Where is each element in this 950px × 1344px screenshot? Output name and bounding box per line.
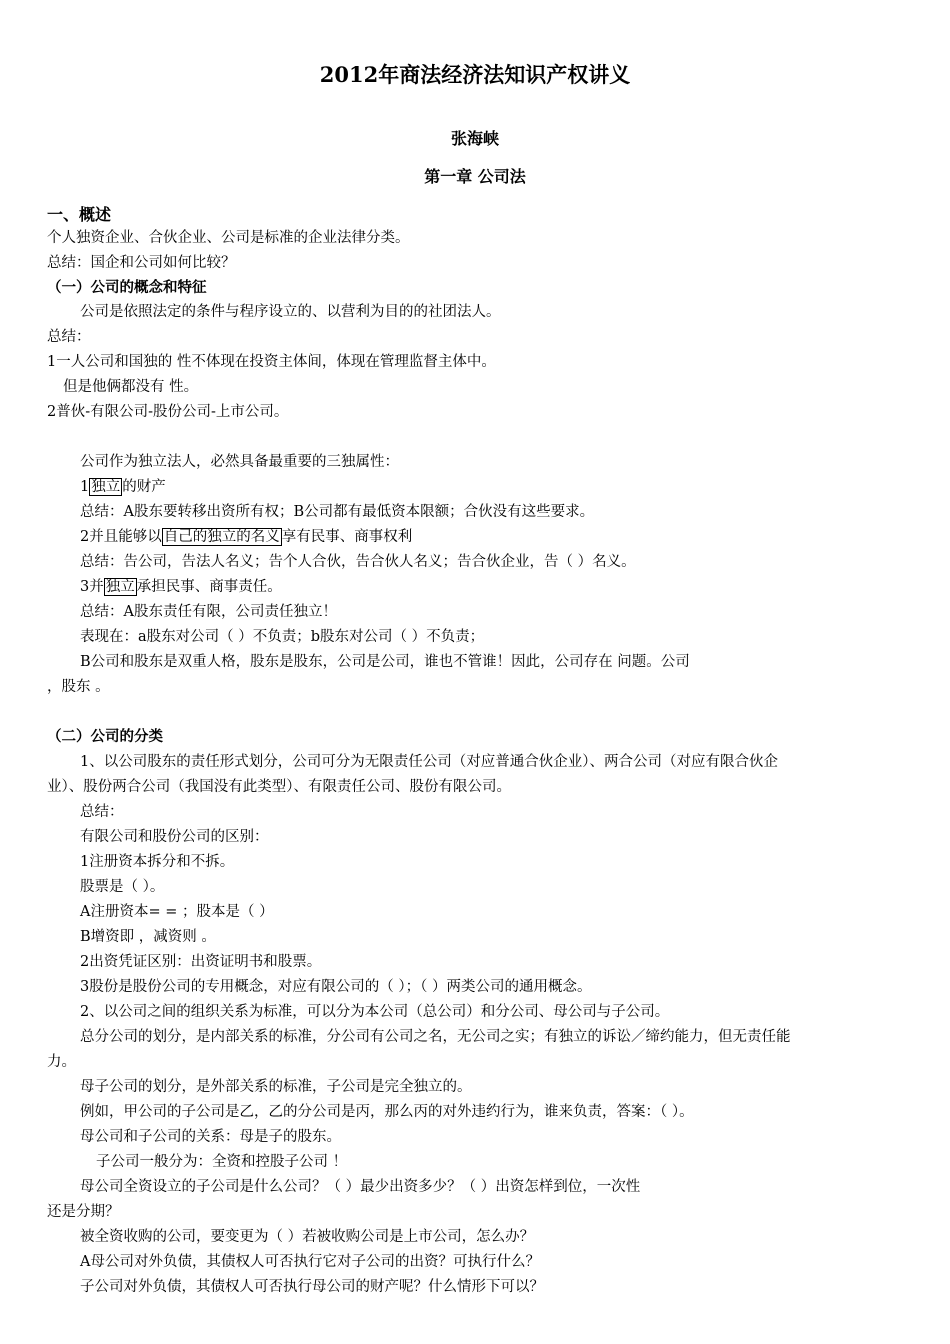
text-line: 母公司全资设立的子公司是什么公司？（ ）最少出资多少？（ ）出资怎样到位，一次性	[80, 1179, 641, 1195]
boxed-keyword: 自己的独立的名义	[163, 529, 280, 545]
text-line: 总结：告公司，告法人名义；告个人合伙，告合伙人名义；告合伙企业，告（ ）名义。	[80, 554, 636, 570]
text-line: 2普伙-有限公司-股份公司-上市公司。	[47, 404, 289, 420]
text-line: B增资即 ，减资则 。	[80, 929, 216, 945]
document-title: 2012年商法经济法知识产权讲义	[319, 62, 631, 87]
text-fragment: 的财产	[122, 479, 166, 495]
text-line: 公司作为独立法人，必然具备最重要的三独属性：	[80, 454, 399, 470]
item-number: 1	[80, 479, 90, 495]
text-line: 母公司和子公司的关系：母是子的股东。	[80, 1129, 341, 1145]
text-line: 1注册资本拆分和不拆。	[80, 854, 235, 870]
text-line: 公司是依照法定的条件与程序设立的、以营利为目的的社团法人。	[80, 304, 501, 320]
text-fragment: 3并	[80, 579, 104, 595]
boxed-keyword: 独立	[105, 579, 135, 595]
text-line: A母公司对外负债，其债权人可否执行它对子公司的出资？可执行什么？	[80, 1254, 540, 1270]
text-line: 总结：国企和公司如何比较？	[47, 255, 236, 271]
text-line: 1一人公司和国独的 性不体现在投资主体间，体现在管理监督主体中。	[47, 354, 496, 370]
text-line: 子公司对外负债，其债权人可否执行母公司的财产呢？什么情形下可以？	[80, 1279, 544, 1295]
text-line: 总结：	[47, 329, 91, 345]
text-line: 表现在：a股东对公司（ ）不负责；b股东对公司（ ）不负责；	[80, 629, 485, 645]
text-line: 但是他俩都没有 性。	[63, 379, 199, 395]
text-line: 业）、股份两合公司（我国没有此类型）、有限责任公司、股份有限公司。	[47, 779, 511, 795]
text-line: B公司和股东是双重人格，股东是股东，公司是公司，谁也不管谁！因此，公司存在 问题。公司	[80, 654, 690, 670]
chapter-heading: 第一章 公司法	[424, 167, 526, 186]
text-line: 2出资凭证区别：出资证明书和股票。	[80, 954, 322, 970]
subsection-heading: （一）公司的概念和特征	[47, 280, 207, 296]
subsection-heading: （二）公司的分类	[47, 729, 163, 745]
text-line: 总结：	[80, 804, 124, 820]
text-line: A注册资本= = ；股本是（ ）	[80, 904, 274, 920]
boxed-keyword: 独立	[91, 479, 121, 495]
text-line: 总结：A股东要转移出资所有权；B公司都有最低资本限额；合伙没有这些要求。	[80, 504, 595, 520]
text-line: 子公司一般分为：全资和控股子公司 ！	[96, 1154, 348, 1170]
text-fragment: 2并且能够以	[80, 529, 162, 545]
section-heading: 一、概述	[47, 205, 112, 224]
text-line: ，股东 。	[47, 679, 110, 695]
text-line: 3股份是股份公司的专用概念，对应有限公司的（ ）；（ ）两类公司的通用概念。	[80, 979, 592, 995]
text-line: 总结：A股东责任有限，公司责任独立！	[80, 604, 337, 620]
text-line: 还是分期？	[47, 1204, 120, 1220]
text-line: 例如，甲公司的子公司是乙，乙的分公司是丙，那么丙的对外违约行为，谁来负责，答案：（ ）。	[80, 1104, 694, 1120]
text-line	[80, 477, 166, 497]
text-fragment: 享有民事、商事权利	[281, 529, 413, 545]
text-line: 力。	[47, 1054, 76, 1070]
text-line: 个人独资企业、合伙企业、公司是标准的企业法律分类。	[47, 230, 410, 246]
text-line: 总分公司的划分，是内部关系的标准，分公司有公司之名，无公司之实；有独立的诉讼／缔约能力，但无责任能	[80, 1029, 791, 1045]
text-line: 有限公司和股份公司的区别：	[80, 829, 269, 845]
text-line: 2、以公司之间的组织关系为标准，可以分为本公司（总公司）和分公司、母公司与子公司。	[80, 1004, 670, 1020]
text-line: 被全资收购的公司，要变更为（ ）若被收购公司是上市公司，怎么办？	[80, 1229, 535, 1245]
text-line: 母子公司的划分，是外部关系的标准，子公司是完全独立的。	[80, 1079, 472, 1095]
text-line	[80, 527, 412, 547]
author-name: 张海峡	[450, 129, 499, 148]
text-line: 1、以公司股东的责任形式划分，公司可分为无限责任公司（对应普通合伙企业）、两合公司（对应有限合伙企	[80, 754, 778, 770]
text-fragment: 承担民事、商事责任。	[136, 579, 282, 595]
text-line: 股票是（ ）。	[80, 879, 165, 895]
text-line	[80, 577, 282, 597]
